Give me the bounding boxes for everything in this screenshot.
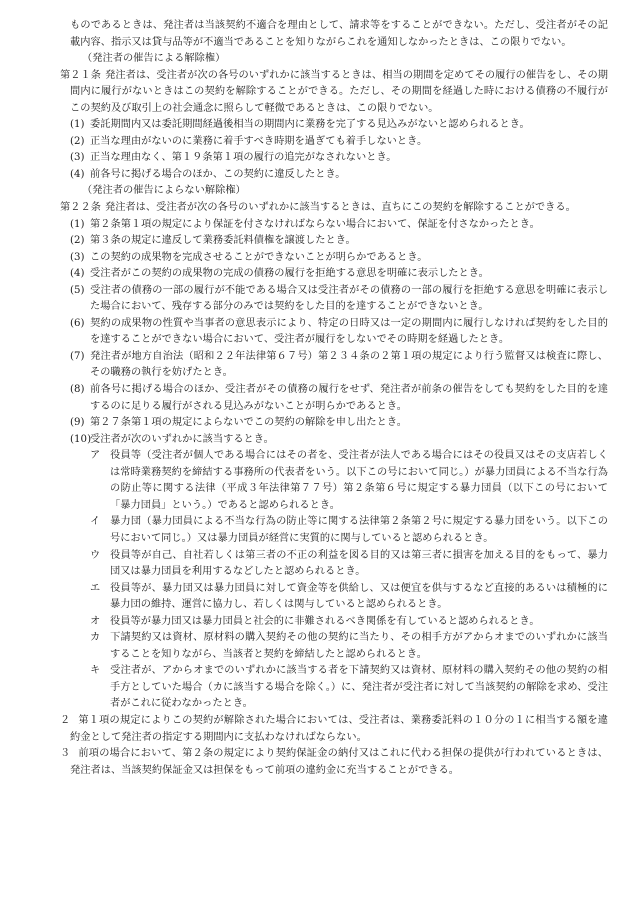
article-21-item: (2) 正当な理由がないのに業務に着手すべき時期を過ぎても着手しないとき。	[70, 135, 428, 147]
article-21	[60, 68, 608, 118]
article-21-item: (4) 前各号に掲げる場合のほか、この契約に違反したとき。	[70, 168, 346, 180]
article-22-subitem: イ 暴力団（暴力団員による不当な行為の防止等に関する法律第２条第２号に規定する暴力団をいう。以下この号において同じ。）又は暴力団員が経営に実質的に関与していると認められるとき。	[90, 516, 608, 544]
continuation-text: ものであるときは、発注者は当該契約不適合を理由として、請求等をすることができない。ただし、受注者がその記載内容、指示又は貸与品等が不適当であることを知りながらこれを通知しなかったときは、この限りでない。	[70, 20, 608, 48]
article-22-item: (4) 受注者がこの契約の成果物の完成の債務の履行を拒絶する意思を明確に表示したとき。	[70, 268, 489, 280]
article-22-paragraph: ２ 第１項の規定によりこの契約が解除された場合においては、受注者は、業務委託料の１０分の１に相当する額を違約金として発注者の指定する期間内に支払わなければならない。	[60, 714, 608, 743]
article-22-paragraph: ３ 前項の場合において、第２条の規定により契約保証金の納付又はこれに代わる担保の提供が行われているときは、発注者は、当該契約保証金又は担保をもって前項の違約金に充当することができる。	[60, 748, 608, 776]
article-22-text: 発注者は、受注者が次の各号のいずれかに該当するときは、直ちにこの契約を解除することができる。	[104, 202, 576, 214]
article-22-item: (9) 第２７条第１項の規定によらないでこの契約の解除を申し出たとき。	[70, 417, 407, 429]
article-22-subitem: キ 受注者が、アからオまでのいずれかに該当する者を下請契約又は資材、原材料の購入契約その他の契約の相手方としていた場合（カに該当する場合を除く。）に、発注者が受注者に対して当該契約の解除を求め、受注者がこれに従わなかったとき。	[90, 665, 608, 710]
article-22-subitem: ア 役員等（受注者が個人である場合にはその者を、受注者が法人である場合にはその役員又はその支店若しくは常時業務契約を締結する事務所の代表者をいう。以下この号において同じ。）が暴力団員による不当な行為の防止等に関する法律（平成３年法律第７７号）第２条第６号に規定する暴力団員（以下この号において「暴力団員」という。）であると認められるとき。	[90, 450, 608, 511]
article-22-caption: （発注者の催告によらない解除権）	[82, 185, 246, 197]
article-22-item: (2) 第３条の規定に違反して業務委託料債権を譲渡したとき。	[70, 235, 356, 247]
article-22-item: (6) 契約の成果物の性質や当事者の意思表示により、特定の日時又は一定の期間内に履行しなければ契約をした目的を達することができない場合において、受注者が履行をしないでその時期を経過したとき。	[70, 317, 608, 346]
article-22-item: (10)受注者が次のいずれかに該当するとき。	[70, 433, 274, 445]
article-21-item: (1) 委託期間内又は委託期間経過後相当の期間内に業務を完了する見込みがないと認められるとき。	[70, 119, 530, 131]
article-22-subitem: ウ 役員等が自己、自社若しくは第三者の不正の利益を図る目的又は第三者に損害を加える目的をもって、暴力団又は暴力団員を利用するなどしたと認められるとき。	[90, 549, 608, 578]
article-22-subitem: カ 下請契約又は資材、原材料の購入契約その他の契約に当たり、その相手方がアからオまでのいずれかに該当することを知りながら、当該者と契約を締結したと認められるとき。	[90, 632, 608, 660]
article-22-item: (1) 第２条第１項の規定により保証を付さなければならない場合において、保証を付さなかったとき。	[70, 218, 540, 230]
article-22	[60, 200, 608, 217]
article-22-label: 第２２条	[60, 202, 101, 214]
article-22-subitem: エ 役員等が、暴力団又は暴力団員に対して資金等を供給し、又は便宜を供与するなど直接的あるいは積極的に暴力団の維持、運営に協力し、若しくは関与していると認められるとき。	[90, 582, 608, 611]
article-21-label: 第２１条	[60, 69, 102, 81]
article-21-item: (3) 正当な理由なく、第１９条第１項の履行の追完がなされないとき。	[70, 152, 397, 164]
article-22-item: (7) 発注者が地方自治法（昭和２２年法律第６７号）第２３４条の２第１項の規定により行う監督又は検査に際し、その職務の執行を妨げたとき。	[70, 350, 608, 379]
article-22-subitem: オ 役員等が暴力団又は暴力団員と社会的に非難されるべき関係を有していると認められるとき。	[90, 615, 540, 627]
article-22-item: (8) 前各号に掲げる場合のほか、受注者がその債務の履行をせず、発注者が前条の催告をしても契約をした目的を達するのに足りる履行がされる見込みがないことが明らかであるとき。	[70, 384, 608, 412]
article-21-text: 発注者は、受注者が次の各号のいずれかに該当するときは、相当の期間を定めてその履行の催告をし、その期間内に履行がないときはこの契約を解除することができる。ただし、その期間を経過した時における債務の不履行がこの契約及び取引上の社会通念に照らして軽微であるときは、この限りでない。	[70, 69, 608, 114]
article-22-item: (5) 受注者の債務の一部の履行が不能である場合又は受注者がその債務の一部の履行を拒絶する意思を明確に表示した場合において、残存する部分のみでは契約をした目的を達することができないとき。	[70, 284, 608, 313]
article-21-caption: （発注者の催告による解除権）	[82, 53, 226, 65]
article-22-item: (3) この契約の成果物を完成させることができないことが明らかであるとき。	[70, 251, 428, 263]
